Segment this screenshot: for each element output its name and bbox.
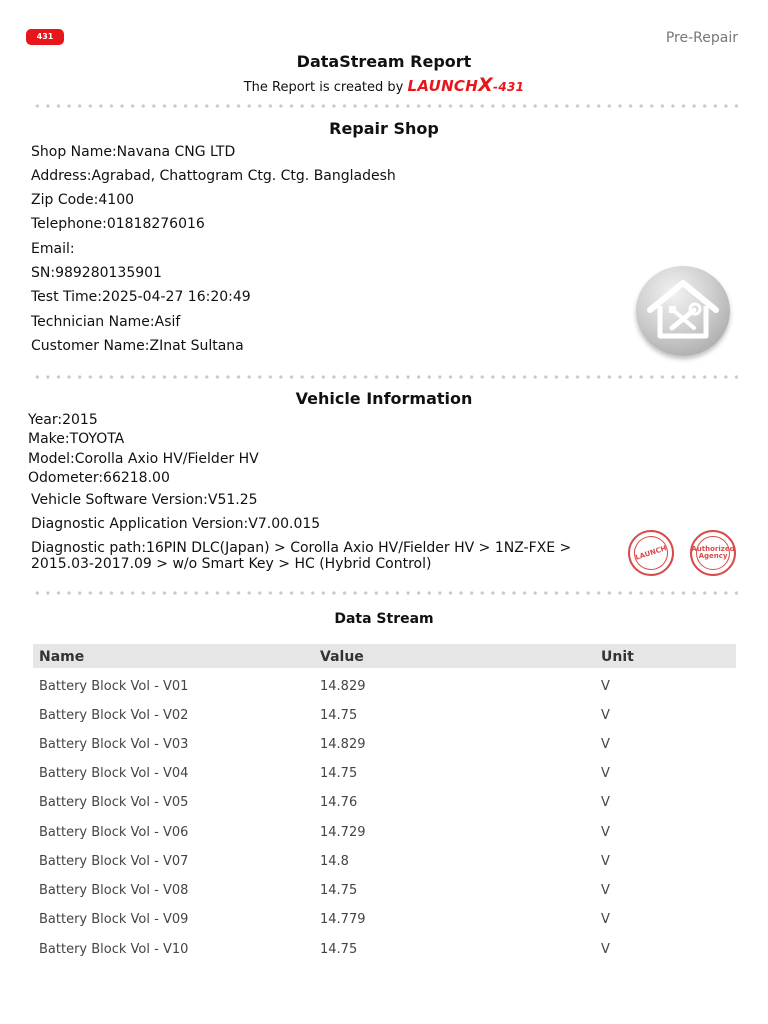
row-unit: V [601,942,610,957]
device-sn: SN:989280135901 [31,265,162,281]
row-unit: V [601,854,610,869]
test-time: Test Time:2025-04-27 16:20:49 [31,289,251,305]
row-value: 14.8 [320,854,349,869]
vehicle-software-version: Vehicle Software Version:V51.25 [31,492,258,508]
vehicle-info-heading: Vehicle Information [295,389,473,408]
report-subtitle [0,74,768,96]
shop-zip: Zip Code:4100 [31,192,135,208]
subtitle-prefix: The Report is created by [243,80,404,95]
launch-stamp-text: LAUNCH [630,532,673,575]
row-value: 14.75 [320,766,358,781]
table-row [33,942,736,971]
table-row [33,766,736,795]
launch-logo-num: -431 [493,80,525,94]
launch-logo-x: X [478,74,494,96]
row-name: Battery Block Vol - V10 [39,942,189,957]
column-header-value: Value [320,649,364,665]
row-value: 14.76 [320,795,358,810]
column-header-unit: Unit [601,649,634,665]
shop-address: Address:Agrabad, Chattogram Ctg. Ctg. Bangladesh [31,168,396,184]
vehicle-make: Make:TOYOTA [28,431,125,447]
table-row [33,795,736,824]
shop-email: Email: [31,241,75,257]
shop-name: Shop Name:Navana CNG LTD [31,144,236,160]
row-value: 14.829 [320,737,366,752]
row-unit: V [601,883,610,898]
x431-badge: 431 [26,29,64,45]
row-unit: V [601,795,610,810]
vehicle-year: Year:2015 [28,412,98,428]
row-name: Battery Block Vol - V07 [39,854,189,869]
vehicle-model: Model:Corolla Axio HV/Fielder HV [28,451,259,467]
customer-name: Customer Name:ZInat Sultana [31,338,244,354]
table-row [33,825,736,854]
report-status: Pre-Repair [665,30,738,46]
divider [32,375,738,379]
row-unit: V [601,766,610,781]
row-name: Battery Block Vol - V08 [39,883,189,898]
vehicle-odometer: Odometer:66218.00 [28,470,170,486]
shop-telephone: Telephone:01818276016 [31,216,205,232]
authorized-agency-stamp-icon [690,530,736,576]
table-row [33,708,736,737]
column-header-name: Name [39,649,85,665]
row-name: Battery Block Vol - V03 [39,737,189,752]
launch-logo [407,74,525,96]
row-unit: V [601,737,610,752]
row-name: Battery Block Vol - V02 [39,708,189,723]
technician-name: Technician Name:Asif [31,314,181,330]
row-value: 14.75 [320,708,358,723]
table-row [33,912,736,941]
table-row [33,679,736,708]
row-unit: V [601,912,610,927]
table-header [33,644,736,668]
page-title: DataStream Report [296,52,472,71]
repair-shop-heading: Repair Shop [329,119,439,138]
row-value: 14.829 [320,679,366,694]
row-unit: V [601,679,610,694]
table-row [33,737,736,766]
row-name: Battery Block Vol - V04 [39,766,189,781]
launch-stamp-icon [628,530,674,576]
row-value: 14.75 [320,942,358,957]
diagnostic-app-version: Diagnostic Application Version:V7.00.015 [31,516,321,532]
row-name: Battery Block Vol - V01 [39,679,189,694]
row-name: Battery Block Vol - V09 [39,912,189,927]
repair-shop-icon [636,266,730,356]
table-row [33,854,736,883]
row-unit: V [601,708,610,723]
diagnostic-path: Diagnostic path:16PIN DLC(Japan) > Corolla Axio HV/Fielder HV > 1NZ-FXE > 2015.03-2017.09 > w/o Smart Key > HC (Hybrid Control) [31,540,572,572]
table-row [33,883,736,912]
divider [32,591,738,595]
authorized-agency-stamp-text: Authorized Agency [696,536,730,570]
divider [32,104,738,108]
row-name: Battery Block Vol - V06 [39,825,189,840]
row-value: 14.729 [320,825,366,840]
row-unit: V [601,825,610,840]
launch-logo-text: LAUNCH [407,77,479,95]
row-name: Battery Block Vol - V05 [39,795,189,810]
data-stream-heading: Data Stream [334,611,434,627]
row-value: 14.779 [320,912,366,927]
row-value: 14.75 [320,883,358,898]
